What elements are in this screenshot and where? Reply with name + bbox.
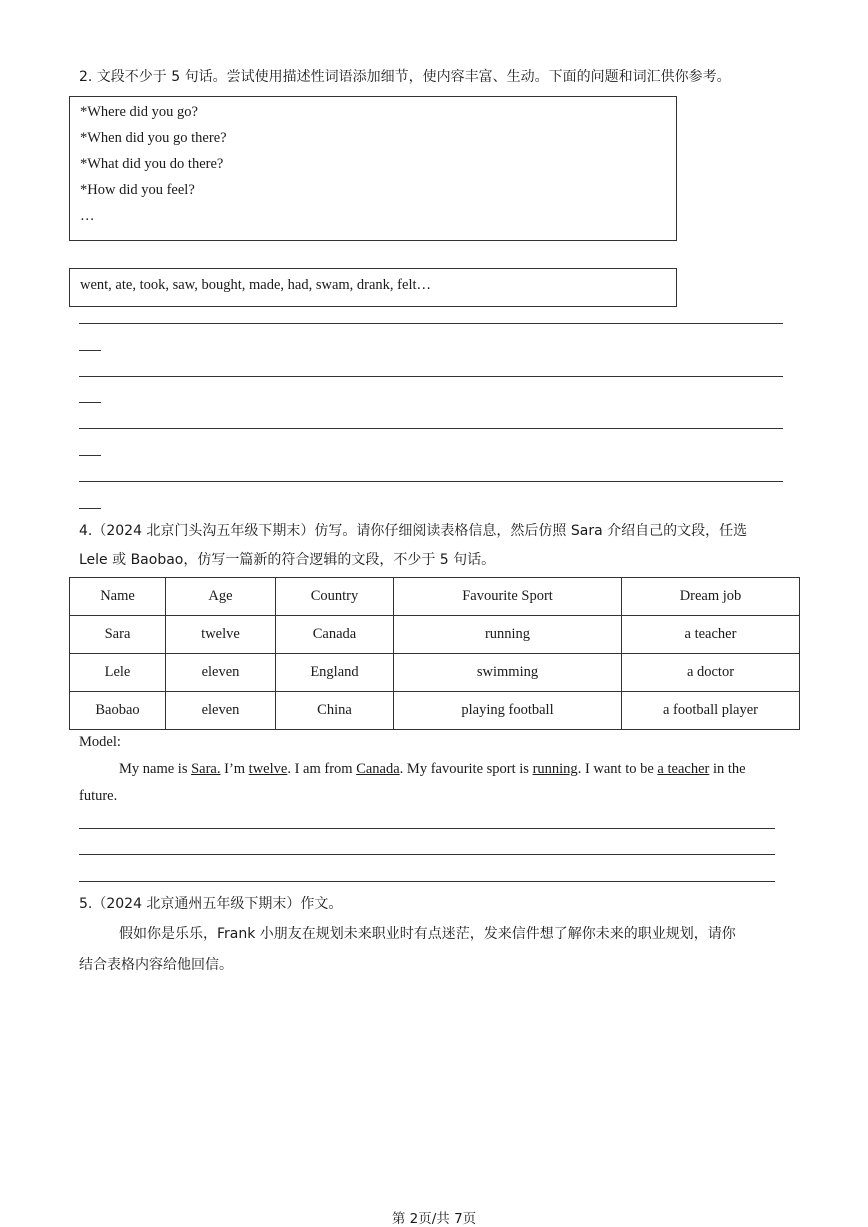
table-cell: twelve <box>166 616 276 654</box>
table-cell: running <box>394 616 622 654</box>
q5-body-line2: 结合表格内容给他回信。 <box>79 957 233 973</box>
q2-instruction: 2. 文段不少于 5 句话。尝试使用描述性词语添加细节，使内容丰富、生动。下面的问题和词汇供你参考。 <box>79 69 731 85</box>
q4-title-line1: 4.（2024 北京门头沟五年级下期末）仿写。请你仔细阅读表格信息，然后仿照 Sara 介绍自己的文段，任选 <box>79 523 748 539</box>
table-cell: Baobao <box>70 692 166 730</box>
table-row <box>70 654 800 692</box>
table-cell: eleven <box>166 692 276 730</box>
answer-line-end[interactable] <box>79 455 101 456</box>
table-cell: Lele <box>70 654 166 692</box>
page-number: 第 2页/共 7页 <box>391 1211 477 1227</box>
table-cell: a teacher <box>622 616 800 654</box>
table-header-cell: Age <box>166 578 276 616</box>
table-row <box>70 692 800 730</box>
model-text <box>119 761 746 778</box>
table-cell: swimming <box>394 654 622 692</box>
q2-vocabulary-box <box>69 268 677 307</box>
answer-line[interactable] <box>79 854 775 855</box>
q2-question: *When did you go there? <box>80 130 227 146</box>
answer-line[interactable] <box>79 376 783 377</box>
q5-title: 5.（2024 北京通州五年级下期末）作文。 <box>79 896 343 912</box>
answer-line[interactable] <box>79 881 775 882</box>
q5-body-line1: 假如你是乐乐，Frank 小朋友在规划未来职业时有点迷茫，发来信件想了解你未来的职业规划，请你 <box>119 926 736 942</box>
table-cell: England <box>276 654 394 692</box>
info-table <box>69 577 800 730</box>
table-cell: playing football <box>394 692 622 730</box>
model-name: Sara. <box>191 761 221 777</box>
model-text-segment: . I want to be <box>577 761 658 777</box>
table-header-cell: Name <box>70 578 166 616</box>
q2-question: *How did you feel? <box>80 182 195 198</box>
answer-line-end[interactable] <box>79 402 101 403</box>
q2-question: … <box>80 208 95 224</box>
table-cell: Canada <box>276 616 394 654</box>
table-header-row <box>70 578 800 616</box>
q2-questions-box <box>69 96 677 241</box>
model-sport: running <box>532 761 578 777</box>
q2-question: *Where did you go? <box>80 104 198 120</box>
table-row <box>70 616 800 654</box>
table-cell: China <box>276 692 394 730</box>
q2-question: *What did you do there? <box>80 156 224 172</box>
table-header-cell: Favourite Sport <box>394 578 622 616</box>
model-age: twelve <box>248 761 288 777</box>
table-cell: a doctor <box>622 654 800 692</box>
model-text-segment: My name is <box>119 761 192 777</box>
model-country: Canada <box>356 761 400 777</box>
answer-line[interactable] <box>79 428 783 429</box>
table-header-cell: Country <box>276 578 394 616</box>
answer-line[interactable] <box>79 323 783 324</box>
model-text-line2: future. <box>79 788 118 804</box>
model-job: a teacher <box>657 761 710 777</box>
answer-line[interactable] <box>79 828 775 829</box>
table-cell: Sara <box>70 616 166 654</box>
model-text-segment: . I am from <box>287 761 357 777</box>
answer-line-end[interactable] <box>79 350 101 351</box>
answer-line-end[interactable] <box>79 508 101 509</box>
q4-title-line2: Lele 或 Baobao，仿写一篇新的符合逻辑的文段，不少于 5 句话。 <box>79 552 496 568</box>
table-header-cell: Dream job <box>622 578 800 616</box>
q2-vocabulary: went, ate, took, saw, bought, made, had, swam, drank, felt… <box>80 277 432 293</box>
model-text-segment: I’m <box>220 761 249 777</box>
table-cell: eleven <box>166 654 276 692</box>
model-text-segment: . My favourite sport is <box>399 761 533 777</box>
model-text-segment: in the <box>709 761 746 777</box>
answer-line[interactable] <box>79 481 783 482</box>
model-label: Model: <box>79 734 121 750</box>
table-cell: a football player <box>622 692 800 730</box>
